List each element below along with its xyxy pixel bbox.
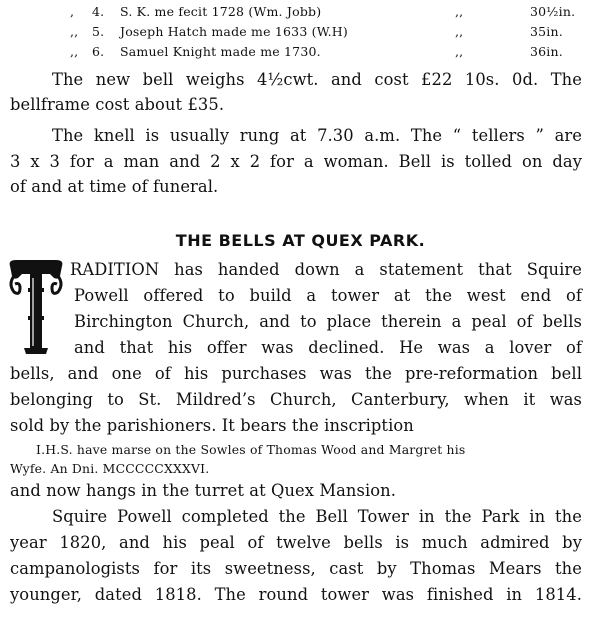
decorative-drop-cap-icon bbox=[6, 258, 66, 358]
text-line: bellframe cost about £35. bbox=[10, 95, 225, 114]
section-heading: THE BELLS AT QUEX PARK. bbox=[175, 231, 426, 250]
bell-prefix: ,, bbox=[70, 24, 79, 39]
text-line: bells, and one of his purchases was the pre-reformation bell bbox=[10, 364, 582, 383]
bell-list-item bbox=[0, 42, 593, 62]
bell-number: 6. bbox=[92, 44, 105, 59]
text-line: and now hangs in the turret at Quex Mansion. bbox=[10, 481, 397, 500]
text-line: 3 x 3 for a man and 2 x 2 for a woman. Bell is tolled on day bbox=[10, 152, 582, 171]
bell-prefix: , bbox=[70, 4, 75, 19]
bell-list-item bbox=[0, 22, 593, 42]
text-line: Powell offered to build a tower at the west end of bbox=[74, 286, 582, 305]
text-line: of and at time of funeral. bbox=[10, 177, 219, 196]
text-line: The new bell weighs 4½cwt. and cost £22 10s. 0d. The bbox=[52, 70, 582, 89]
bell-inscription: Joseph Hatch made me 1633 (W.H) bbox=[120, 24, 348, 39]
bell-ditto-mark: ,, bbox=[455, 24, 464, 39]
text-line: younger, dated 1818. The round tower was finished in 1814. bbox=[10, 585, 582, 604]
text-line: and that his offer was declined. He was a lover of bbox=[74, 338, 582, 357]
text-line: sold by the parishioners. It bears the inscription bbox=[10, 416, 414, 435]
text-line: belonging to St. Mildred’s Church, Canterbury, when it was bbox=[10, 390, 582, 409]
bell-inscription: S. K. me fecit 1728 (Wm. Jobb) bbox=[120, 4, 322, 19]
bell-size: 36in. bbox=[530, 44, 563, 59]
text-line: The knell is usually rung at 7.30 a.m. The “ tellers ” are bbox=[52, 126, 582, 145]
bell-inscription: Samuel Knight made me 1730. bbox=[120, 44, 321, 59]
text-line: campanologists for its sweetness, cast by Thomas Mears the bbox=[10, 559, 582, 578]
bell-size: 35in. bbox=[530, 24, 563, 39]
inscription-line: I.H.S. have marse on the Sowles of Thomas Wood and Margret his bbox=[36, 442, 466, 457]
text-line: Squire Powell completed the Bell Tower in the Park in the bbox=[52, 507, 582, 526]
bell-number: 5. bbox=[92, 24, 105, 39]
bell-number: 4. bbox=[92, 4, 105, 19]
text-line: year 1820, and his peal of twelve bells is much admired by bbox=[10, 533, 582, 552]
bell-ditto-mark: ,, bbox=[455, 4, 464, 19]
bell-size: 30½in. bbox=[530, 4, 576, 19]
bell-prefix: ,, bbox=[70, 44, 79, 59]
text-line: Birchington Church, and to place therein a peal of bells bbox=[74, 312, 582, 331]
bell-list-item bbox=[0, 2, 593, 22]
bell-ditto-mark: ,, bbox=[455, 44, 464, 59]
text-line: RADITION has handed down a statement that Squire bbox=[70, 260, 582, 279]
inscription-line: Wyfe. An Dni. MCCCCCXXXVI. bbox=[10, 461, 210, 476]
